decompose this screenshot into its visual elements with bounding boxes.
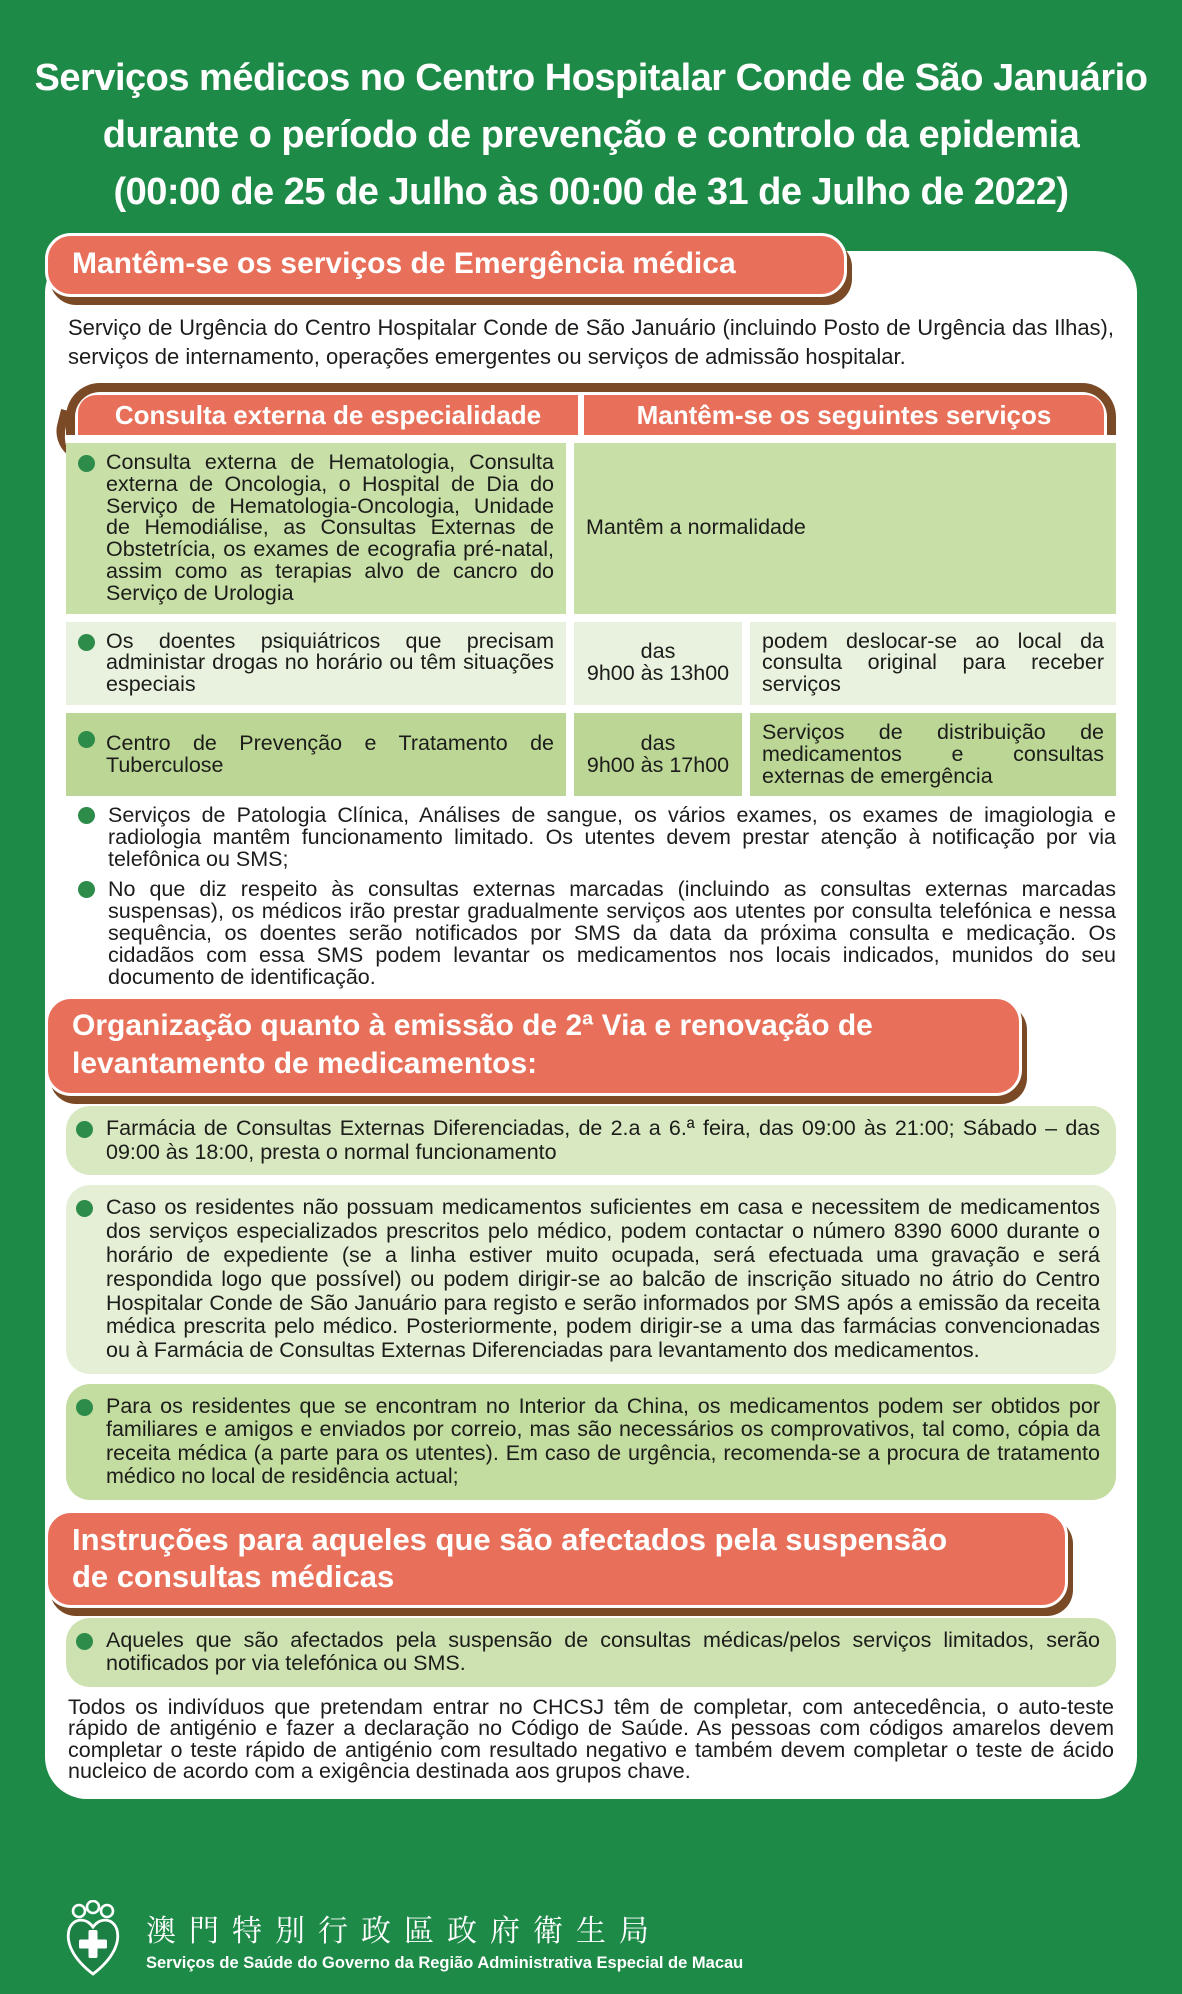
section-header-emergency-label: Mantêm-se os serviços de Emergência médica xyxy=(72,247,736,280)
cell-status-normal-label: Mantêm a normalidade xyxy=(586,515,806,540)
suspension-box-text: Aqueles que são afectados pela suspensão de consultas médicas/pelos serviços limitados, serão notificados por via telefónica ou SMS. xyxy=(66,1629,1100,1676)
section-header-pharmacy-line-1: Organização quanto à emissão de 2ª Via e renovação de xyxy=(72,1009,873,1043)
poster-title xyxy=(0,0,1182,221)
hours-range-1: 9h00 às 13h00 xyxy=(586,661,730,686)
table-row-hematology xyxy=(66,443,1116,614)
pharmacy-box-contact-text: Caso os residentes não possuam medicamentos suficientes em casa e necessitem de medicamentos dos serviços especializados prescritos pelo médico, podem contactar o número 8390 6000 durante o horário de expediente (se a linha estiver muito ocupada, será efectuada uma gravação e será respondida logo que possível) ou podem dirigir-se ao balcão de inscrição situado no átrio do Centro Hospitalar Conde de São Januário para registo e serão informados por SMS após a emissão da receita médica prescrita pelo médico. Posteriormente, podem dirigir-se a uma das farmácias convencionadas ou à Farmácia de Consultas Externas Diferenciadas para levantamento dos medicamentos. xyxy=(66,1196,1100,1363)
cell-hours-9-13 xyxy=(574,622,742,705)
section-header-suspension-line-1: Instruções para aqueles que são afectados pela suspensão xyxy=(72,1521,948,1557)
cell-note-tuberculosis xyxy=(750,713,1116,796)
cell-status-normal xyxy=(574,443,1116,614)
table-header-maintained: Mantêm-se os seguintes serviços xyxy=(584,395,1104,435)
pharmacy-box-mainland xyxy=(66,1384,1116,1500)
title-line-1: Serviços médicos no Centro Hospitalar Conde de São Januário xyxy=(34,57,1148,99)
footer-org-name-portuguese: Serviços de Saúde do Governo da Região Administrativa Especial de Macau xyxy=(146,1953,744,1972)
footer xyxy=(62,1900,743,1978)
note-pathology: Serviços de Patologia Clínica, Análises de sangue, os vários exames, os exames de imagiologia e radiologia mantêm funcionamento limitado. Os utentes devem prestar atenção à notificação por via telefônica ou SMS; xyxy=(68,804,1116,870)
cell-service-tuberculosis: Centro de Prevenção e Tratamento de Tuberculose xyxy=(66,713,566,796)
pharmacy-box-hours xyxy=(66,1106,1116,1175)
footer-text xyxy=(146,1906,743,1973)
table-row-tuberculosis xyxy=(66,713,1116,796)
services-table xyxy=(66,383,1116,796)
closing-paragraph: Todos os indivíduos que pretendam entrar no CHCSJ têm de completar, com antecedência, o auto-teste rápido de antigénio e fazer a declaração no Código de Saúde. As pessoas com códigos amarelos devem completar o teste rápido de antigénio com resultado negativo e também devem completar o teste de ácido nucleico de acordo com a exigência destinada aos grupos chave. xyxy=(68,1694,1114,1784)
section-header-emergency xyxy=(45,233,847,297)
services-table-header-row xyxy=(66,383,1116,435)
content-card xyxy=(45,247,1137,1799)
section-header-suspension-line-2: de consultas médicas xyxy=(72,1558,395,1594)
emergency-intro-paragraph: Serviço de Urgência do Centro Hospitalar Conde de São Januário (incluindo Posto de Urgência das Ilhas), serviços de internamento, operações emergentes ou serviços de admissão hospitalar. xyxy=(68,315,1114,369)
cell-note-psychiatric xyxy=(750,622,1116,705)
cell-hours-9-17 xyxy=(574,713,742,796)
health-bureau-heart-logo-icon xyxy=(62,1900,124,1978)
hours-das-1: das xyxy=(640,639,676,664)
title-line-3: (00:00 de 25 de Julho às 00:00 de 31 de Julho de 2022) xyxy=(113,171,1069,213)
pharmacy-box-contact xyxy=(66,1185,1116,1374)
cell-note-psychiatric-label: podem deslocar-se ao local da consulta original para receber serviços xyxy=(762,628,1104,697)
cell-service-psychiatric: Os doentes psiquiátricos que precisam administar drogas no horário ou têm situações especiais xyxy=(66,622,566,705)
section-header-suspension xyxy=(45,1510,1068,1608)
title-line-2: durante o período de prevenção e controlo da epidemia xyxy=(102,114,1080,156)
table-header-specialty: Consulta externa de especialidade xyxy=(78,395,578,435)
services-table-header-cells xyxy=(78,395,1104,435)
footer-org-name-chinese: 澳門特別行政區政府衛生局 xyxy=(146,1914,662,1948)
hours-range-2: 9h00 às 17h00 xyxy=(586,752,730,777)
pharmacy-box-hours-text: Farmácia de Consultas Externas Diferenciadas, de 2.a a 6.ª feira, das 09:00 às 21:00; Sábado – das 09:00 às 18:00, presta o normal funcionamento xyxy=(66,1117,1100,1164)
cell-note-tuberculosis-label: Serviços de distribuição de medicamentos e consultas externas de emergência xyxy=(762,719,1104,788)
table-row-psychiatric xyxy=(66,622,1116,705)
suspension-box xyxy=(66,1618,1116,1687)
hours-das-2: das xyxy=(640,730,676,755)
note-scheduled-consultations: No que diz respeito às consultas externas marcadas (incluindo as consultas externas marcadas suspensas), os médicos irão prestar gradualmente serviços aos utentes por consulta telefónica e nessa sequência, os doentes serão notificados por SMS da data da próxima consulta e medicação. Os cidadãos com essa SMS podem levantar os medicamentos nos locais indicados, munidos do seu documento de identificação. xyxy=(68,878,1116,988)
section-header-pharmacy-line-2: levantamento de medicamentos: xyxy=(72,1047,538,1081)
pharmacy-box-mainland-text: Para os residentes que se encontram no Interior da China, os medicamentos podem ser obtidos por familiares e amigos e enviados por correio, mas são necessários os comprovativos, tal como, cópia da receita médica (a parte para os utentes). Em caso de urgência, recomenda-se a procura de tratamento médico no local de residência actual; xyxy=(66,1395,1100,1489)
cell-service-hematology: Consulta externa de Hematologia, Consulta externa de Oncologia, o Hospital de Dia do Serviço de Hematologia-Oncologia, Unidade de Hemodiálise, as Consultas Externas de Obstetrícia, os exames de ecografia pré-natal, assim como as terapias alvo de cancro do Serviço de Urologia xyxy=(66,443,566,614)
section-header-pharmacy xyxy=(45,996,1022,1096)
